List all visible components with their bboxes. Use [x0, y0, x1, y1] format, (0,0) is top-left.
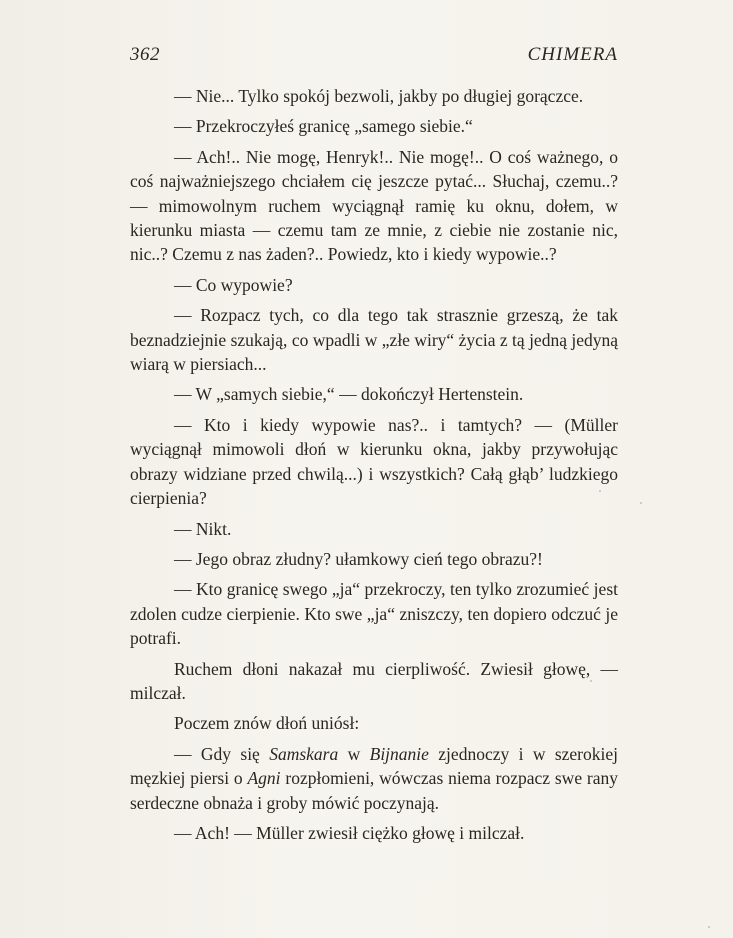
paragraph: [130, 303, 618, 376]
paper-speck: [599, 490, 601, 492]
text-run: — Co wypowie?: [174, 274, 293, 295]
paragraph: [130, 821, 618, 845]
text-run: — W „samych siebie,“ — dokończył Hertenstein.: [174, 384, 524, 405]
text-run: — Jego obraz złudny? ułamkowy cień tego obrazu?!: [174, 548, 543, 569]
paper-speck: [590, 680, 592, 682]
text-run: — Przekroczyłeś granicę „samego siebie.“: [174, 116, 473, 137]
text-run: — Rozpacz tych, co dla tego tak strasznie grzeszą, że tak beznadziejnie szukają, co wpadli w „złe wiry“ życia z tą jedną jedyną wiarą w piersiach...: [130, 305, 618, 375]
italic-term: Agni: [247, 768, 281, 789]
paragraph: [130, 145, 618, 267]
text-run: — Ach!.. Nie mogę, Henryk!.. Nie mogę!.. O coś ważnego, o coś najważniejszego chciałem cię jeszcze pytać... Słuchaj, czemu..? — mimowolnym ruchem wyciągnął ramię ku oknu, dołem, w kierunku miasta — czemu tam ze mnie, z ciebie nie zostanie nic, nic..? Czemu z nas żaden?.. Powiedz, kto i kiedy wypowie..?: [130, 146, 618, 265]
paragraph: [130, 382, 618, 406]
paragraph: [130, 657, 618, 706]
paper-speck: [640, 502, 642, 504]
paper-speck: [708, 926, 710, 928]
page-number: 362: [130, 44, 160, 65]
paragraph: [130, 547, 618, 571]
text-run: — Nie... Tylko spokój bezwoli, jakby po długiej gorączce.: [174, 86, 584, 106]
text-run: w: [338, 743, 370, 764]
text-run: — Nikt.: [174, 518, 232, 539]
paragraph: [130, 114, 618, 138]
text-run: — Ach! — Müller zwiesił ciężko głowę i milczał.: [174, 822, 525, 843]
text-run: rozpłomieni, wówczas niema rozpacz swe rany serdeczne obnaża i groby mówić poczynają.: [130, 768, 618, 813]
text-run: — Gdy się: [174, 743, 270, 764]
paragraph: [130, 413, 618, 511]
paragraph: [130, 577, 618, 650]
text-run: zjednoczy i w szerokiej męzkiej piersi o: [130, 743, 619, 789]
running-title: CHIMERA: [527, 44, 618, 65]
text-run: Ruchem dłoni nakazał mu cierpliwość. Zwiesił głowę, — milczał.: [130, 658, 618, 703]
text-run: — Kto granicę swego „ja“ przekroczy, ten tylko zrozumieć jest zdolen cudze cierpienie. Kto swe „ja“ zniszczy, ten dopiero odczuć je potrafi.: [130, 579, 618, 649]
paragraph: [130, 742, 618, 815]
italic-term: Samskara: [269, 743, 339, 764]
body-text: [130, 84, 618, 845]
text-run: Poczem znów dłoń uniósł:: [174, 713, 360, 734]
paragraph: [130, 711, 618, 735]
paragraph: [130, 273, 618, 297]
text-run: — Kto i kiedy wypowie nas?.. i tamtych? — (Müller wyciągnął mimowoli dłoń w kierunku okna, jakby przywołując obrazy widziane przed chwilą...) i wszystkich? Całą głąb’ ludzkiego cierpienia?: [130, 414, 618, 509]
paragraph: [130, 84, 618, 108]
italic-term: Bijnanie: [369, 743, 429, 764]
paragraph: [130, 517, 618, 541]
running-head: [130, 44, 618, 70]
